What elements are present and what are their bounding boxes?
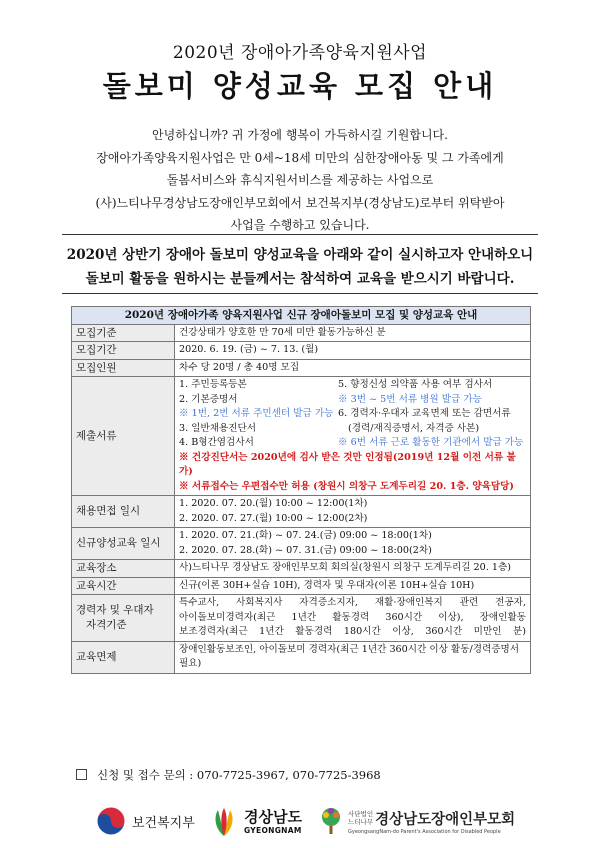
row-value [175, 528, 531, 560]
row-value: 신규(이론 30H+실습 10H), 경력자 및 우대자(이론 10H+실습 10H) [175, 577, 531, 595]
table-row [72, 324, 531, 342]
documents-list [179, 378, 526, 451]
row-value: 차수 당 20명 / 총 40명 모집 [175, 359, 531, 377]
association-tag: 느티나무 [348, 818, 374, 826]
table-row [72, 560, 531, 578]
notice-paragraph [0, 243, 600, 291]
intro-line: (사)느티나무경상남도장애인부모회에서 보건복지부(경상남도)로부터 위탁받아 [95, 195, 505, 210]
row-label: 교육시간 [72, 577, 175, 595]
schedule-line: 1. 2020. 07. 20.(월) 10:00 ~ 12:00(1차) [179, 498, 368, 509]
intro-paragraph [0, 124, 600, 237]
document-item: 5. 향정신성 의약품 사용 여부 검사서 [338, 379, 493, 390]
document-subtitle: 2020년 장애아가족양육지원사업 [172, 43, 428, 63]
row-label: 채용면접 일시 [72, 496, 175, 528]
gyeongnam-english: GYEONGNAM [244, 826, 302, 835]
gyeongnam-name: 경상남도 [244, 808, 302, 826]
document-title: 돌보미 양성교육 모집 안내 [102, 69, 498, 103]
contact-text: 신청 및 접수 문의 : 070-7725-3967, 070-7725-3968 [97, 768, 381, 782]
association-tag: 사단법인 [348, 810, 374, 818]
row-value: 장애인활동보조인, 아이돌보미 경력자(최근 1년간 360시간 이상 활동/경력증명서필요) [175, 641, 531, 673]
table-row [72, 595, 531, 642]
document-note: ※ 1번, 2번 서류 주민센터 발급 가능 [179, 408, 334, 419]
table-row [72, 528, 531, 560]
document-note: ※ 6번 서류 근로 활동한 기관에서 발급 가능 [338, 437, 524, 448]
table-row [72, 577, 531, 595]
schedule-line: 2. 2020. 07. 27.(월) 10:00 ~ 12:00(2차) [179, 512, 368, 524]
row-value: 사)느티나무 경상남도 장애인부모회 회의실(창원시 의창구 도계두리길 20. 1층) [175, 560, 531, 578]
qualification-line: 보조경력자(최근 1년간 활동경력 180시간 이상, 360시간 미만인 분) [179, 626, 526, 637]
row-label-line: 경력자 및 우대자 [76, 604, 154, 617]
intro-line: 사업을 수행하고 있습니다. [230, 218, 370, 232]
row-label: 모집기간 [72, 342, 175, 360]
row-label: 교육면제 [72, 641, 175, 673]
document-item: 3. 일반채용진단서 [179, 422, 257, 434]
gyeongnam-logo [208, 806, 302, 838]
table-row [72, 377, 531, 496]
notice-line: 2020년 상반기 장애아 돌보미 양성교육을 아래와 같이 실시하고자 안내하오니 [66, 247, 534, 263]
document-note: ※ 3번 ~ 5번 서류 병원 발급 가능 [338, 393, 482, 405]
health-certificate-warning: ※ 건강진단서는 2020년에 검사 받은 것만 인정됨(2019년 12월 이전 서류 불가) [179, 451, 516, 477]
contact-info [76, 767, 381, 783]
document-item: (경력/재직증명서, 자격증 사본) [348, 422, 480, 434]
table-row [72, 641, 531, 673]
schedule-line: 1. 2020. 07. 21.(화) ~ 07. 24.(금) 09:00 ~ 18:00(1차) [179, 530, 432, 541]
intro-line: 돌봄서비스와 휴식지원서비스를 제공하는 사업으로 [166, 173, 434, 187]
row-value [175, 496, 531, 528]
documents-cell [175, 377, 531, 496]
ministry-logo [96, 806, 195, 836]
schedule-line: 2. 2020. 07. 28.(화) ~ 07. 31.(금) 09:00 ~ 18:00(2차) [179, 544, 432, 556]
row-label-line: 자격기준 [86, 618, 127, 631]
association-logo [318, 806, 515, 836]
qualification-line: 아이돌보미경력자(최근 1년간 활동경력 360시간 이상), 장애인활동 [179, 611, 526, 623]
checkbox-square-icon [76, 769, 87, 780]
recruitment-table [71, 306, 531, 674]
row-label: 신규양성교육 일시 [72, 528, 175, 560]
row-label: 모집인원 [72, 359, 175, 377]
document-item: 2. 기본증명서 [179, 393, 238, 405]
table-heading: 2020년 장애아가족 양육지원사업 신규 장애아돌보미 모집 및 양성교육 안내 [72, 307, 531, 325]
ministry-name: 보건복지부 [132, 815, 195, 831]
bottom-divider [62, 293, 538, 294]
gyeongnam-wordmark [244, 809, 302, 835]
row-label: 교육장소 [72, 560, 175, 578]
table-row [72, 342, 531, 360]
gyeongnam-emblem-icon [208, 806, 240, 838]
notice-line: 돌보미 활동을 원하시는 분들께서는 참석하여 교육을 받으시기 바랍니다. [85, 271, 515, 287]
row-value: 2020. 6. 19. (금) ~ 7. 13. (월) [175, 342, 531, 360]
document-item: 4. B형간염검사서 [179, 437, 254, 448]
table-row [72, 359, 531, 377]
association-english: GyeongsangNam-do Parent's Association for Disabled People [348, 828, 501, 835]
row-label: 모집기준 [72, 324, 175, 342]
association-name: 경상남도장애인부모회 [375, 811, 516, 828]
row-value [175, 595, 531, 642]
mail-submission-warning: ※ 서류접수는 우편접수만 허용 (창원시 의창구 도계두리길 20. 1층. 양육담당) [179, 480, 514, 492]
document-item: 1. 주민등록등본 [179, 379, 247, 390]
intro-line: 장애아가족양육지원사업은 만 0세~18세 미만의 심한장애아동 및 그 가족에게 [96, 150, 504, 165]
row-label: 제출서류 [72, 377, 175, 496]
tree-icon [318, 806, 344, 836]
association-wordmark [348, 808, 515, 835]
intro-line: 안녕하십니까? 귀 가정에 행복이 가득하시길 기원합니다. [152, 128, 448, 142]
logo-footer [0, 806, 600, 846]
qualification-line: 특수교사, 사회복지사 자격증소지자, 재활·장애인복지 관련 전공자, [179, 597, 526, 608]
taegeuk-icon [96, 806, 126, 836]
top-divider [62, 234, 538, 235]
document-item: 6. 경력자·우대자 교육면제 또는 감면서류 [338, 408, 511, 419]
row-label [72, 595, 175, 642]
table-row [72, 496, 531, 528]
row-value: 건강상태가 양호한 만 70세 미만 활동가능하신 분 [175, 324, 531, 342]
table-row [72, 307, 531, 325]
